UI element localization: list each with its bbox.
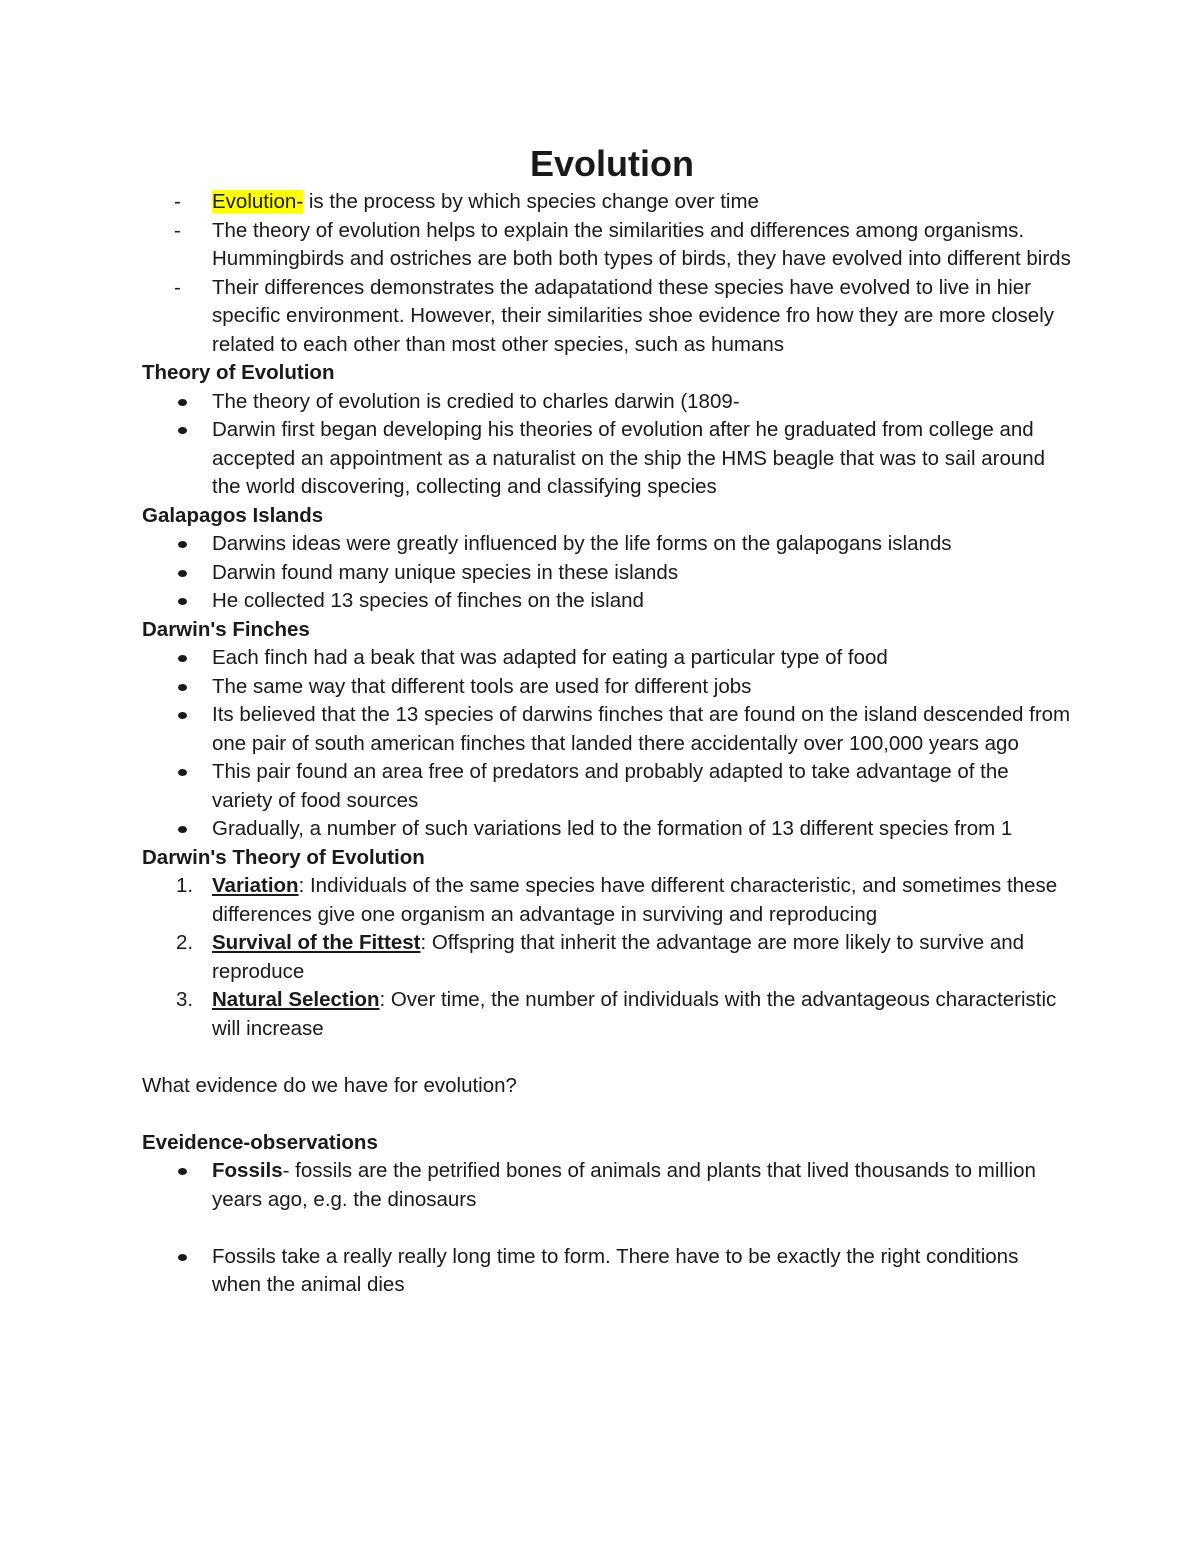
bullet-dot-icon <box>178 598 187 605</box>
list-item-text: - fossils are the petrified bones of animals and plants that lived thousands to million years ago, e.g. the dinosaurs <box>212 1159 1036 1211</box>
list-item <box>142 388 1072 417</box>
list-item-text: This pair found an area free of predators and probably adapted to take advantage of the variety of food sources <box>212 760 1009 812</box>
intro-list <box>142 188 1072 359</box>
list-number: 3. <box>176 988 194 1011</box>
bullet-dot-icon <box>178 570 187 577</box>
list-item-text: : Individuals of the same species have different characteristic, and sometimes these differences give one organism an advantage in surviving and reproducing <box>212 874 1058 926</box>
bullet-dot-icon <box>178 1168 187 1175</box>
finches-list <box>142 644 1072 844</box>
list-number: 1. <box>176 874 194 897</box>
list-item-text: Fossils take a really really long time to form. There have to be exactly the right conditions when the animal dies <box>212 1244 1019 1296</box>
list-item <box>142 416 1072 502</box>
list-item-text: The theory of evolution is credied to charles darwin (1809- <box>212 389 740 413</box>
list-item <box>142 673 1072 702</box>
list-item <box>142 929 1072 986</box>
bullet-dot-icon <box>178 684 187 691</box>
blank-line <box>142 1214 1072 1243</box>
list-item <box>142 758 1072 815</box>
list-item <box>142 815 1072 844</box>
dash-bullet-icon: - <box>174 190 181 213</box>
list-item-text: Darwin first began developing his theories of evolution after he graduated from college and accepted an appointment as a naturalist on the ship the HMS beagle that was to sail around the world discovering, collecting and classifying species <box>212 418 1046 498</box>
darwin-theory-list <box>142 872 1072 1043</box>
blank-line <box>142 1100 1072 1129</box>
list-item-text: The same way that different tools are used for different jobs <box>212 674 752 698</box>
key-term: Variation <box>212 874 299 897</box>
key-term: Natural Selection <box>212 988 380 1011</box>
list-item-text: The theory of evolution helps to explain the similarities and differences among organisms. Hummingbirds and ostriches are both both types of birds, they have evolved into different birds <box>212 218 1071 270</box>
list-item <box>142 587 1072 616</box>
bullet-dot-icon <box>178 655 187 662</box>
evidence-list-continued <box>142 1243 1072 1300</box>
bullet-dot-icon <box>178 712 187 719</box>
list-item-text: is the process by which species change over time <box>303 190 759 213</box>
list-item-text: Darwins ideas were greatly influenced by the life forms on the galapogans islands <box>212 532 952 555</box>
section-heading-finches: Darwin's Finches <box>142 617 310 641</box>
document-page <box>142 142 1072 1300</box>
list-item <box>142 559 1072 588</box>
dash-bullet-icon: - <box>174 218 181 242</box>
list-item-text: Gradually, a number of such variations led to the formation of 13 different species from 1 <box>212 817 1013 840</box>
blank-line <box>142 1043 1072 1072</box>
evidence-list <box>142 1157 1072 1214</box>
page-title: Evolution <box>530 143 694 184</box>
galapagos-list <box>142 530 1072 616</box>
section-heading-darwin-theory: Darwin's Theory of Evolution <box>142 845 425 869</box>
section-heading-evidence: Eveidence-observations <box>142 1130 378 1154</box>
dash-bullet-icon: - <box>174 275 181 299</box>
list-item <box>142 1243 1072 1300</box>
list-item-text: He collected 13 species of finches on the island <box>212 589 644 612</box>
list-item-text: Darwin found many unique species in these islands <box>212 560 679 584</box>
list-item-text: : Offspring that inherit the advantage are more likely to survive and reproduce <box>212 931 1025 983</box>
list-item <box>142 872 1072 929</box>
highlighted-term: Evolution- <box>212 190 304 213</box>
bullet-dot-icon <box>178 769 187 776</box>
list-item <box>142 274 1072 360</box>
list-item <box>142 1157 1072 1214</box>
list-item-text: Its believed that the 13 species of darwins finches that are found on the island descended from one pair of south american finches that landed there accidentally over 100,000 years ago <box>212 703 1071 755</box>
bullet-dot-icon <box>178 427 187 434</box>
list-item-text: : Over time, the number of individuals with the advantageous characteristic will increase <box>212 988 1057 1040</box>
list-item-text: Their differences demonstrates the adapatationd these species have evolved to live in hier specific environment. However, their similarities shoe evidence fro how they are more closely related to each other than most other species, such as humans <box>212 275 1055 356</box>
list-item-text: Each finch had a beak that was adapted for eating a particular type of food <box>212 646 888 669</box>
list-item <box>142 986 1072 1043</box>
section-heading-galapagos: Galapagos Islands <box>142 503 324 527</box>
list-item <box>142 701 1072 758</box>
list-number: 2. <box>176 931 194 954</box>
bullet-dot-icon <box>178 399 187 406</box>
list-item <box>142 188 1072 217</box>
section-heading-theory: Theory of Evolution <box>142 361 335 384</box>
theory-list <box>142 388 1072 502</box>
question-text: What evidence do we have for evolution? <box>142 1073 517 1097</box>
list-item <box>142 644 1072 673</box>
bullet-dot-icon <box>178 1254 187 1261</box>
list-item <box>142 217 1072 274</box>
bold-term: Fossils <box>212 1159 283 1182</box>
bullet-dot-icon <box>178 826 187 833</box>
list-item <box>142 530 1072 559</box>
bullet-dot-icon <box>178 541 187 548</box>
key-term: Survival of the Fittest <box>212 931 421 954</box>
